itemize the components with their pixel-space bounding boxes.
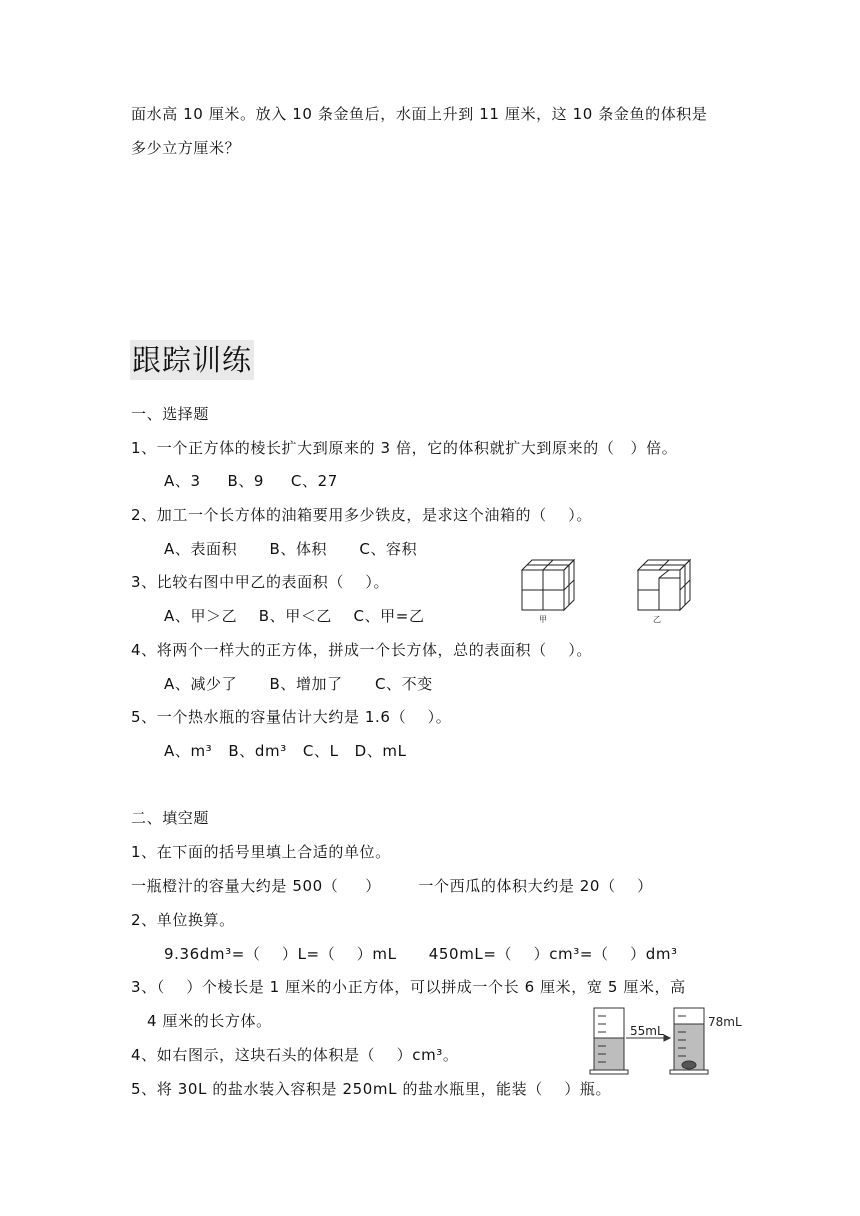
part1-title: 一、选择题 bbox=[131, 405, 210, 423]
cube-yi-label: 乙 bbox=[653, 615, 661, 624]
stone-icon bbox=[682, 1061, 696, 1069]
cylinder-right bbox=[670, 1008, 708, 1074]
intro-line-1: 面水高 10 厘米。放入 10 条金鱼后，水面上升到 11 厘米，这 10 条金鱼的体积是 bbox=[131, 105, 708, 123]
cube-figure bbox=[518, 556, 698, 626]
cylinder-right-label: 78mL bbox=[708, 1015, 742, 1029]
question-4-options: A、减少了 B、增加了 C、不变 bbox=[164, 675, 433, 693]
cylinder-left bbox=[590, 1008, 628, 1074]
fill-question-4: 4、如右图示，这块石头的体积是（ ）cm³。 bbox=[131, 1046, 459, 1064]
fill-question-1-line: 一瓶橙汁的容量大约是 500（ ） 一个西瓜的体积大约是 20（ ） bbox=[131, 877, 653, 895]
question-3: 3、比较右图中甲乙的表面积（ ）。 bbox=[131, 573, 390, 591]
cube-jia-label: 甲 bbox=[539, 615, 547, 624]
question-3-options: A、甲＞乙 B、甲＜乙 C、甲=乙 bbox=[164, 607, 425, 625]
question-5: 5、一个热水瓶的容量估计大约是 1.6（ ）。 bbox=[131, 708, 452, 726]
question-1: 1、一个正方体的棱长扩大到原来的 3 倍，它的体积就扩大到原来的（ ）倍。 bbox=[131, 439, 678, 457]
cube-jia bbox=[522, 560, 574, 610]
cube-yi bbox=[638, 560, 690, 610]
fill-question-2-line: 9.36dm³=（ ）L=（ ）mL 450mL=（ ）cm³=（ ）dm³ bbox=[164, 945, 678, 963]
question-2: 2、加工一个长方体的油箱要用多少铁皮，是求这个油箱的（ ）。 bbox=[131, 506, 592, 524]
question-4: 4、将两个一样大的正方体，拼成一个长方体，总的表面积（ ）。 bbox=[131, 641, 592, 659]
intro-line-2: 多少立方厘米？ bbox=[131, 139, 241, 157]
question-2-options: A、表面积 B、体积 C、容积 bbox=[164, 540, 418, 558]
section-title: 跟踪训练 bbox=[130, 340, 254, 380]
fill-question-5: 5、将 30L 的盐水装入容积是 250mL 的盐水瓶里，能装（ ）瓶。 bbox=[131, 1080, 612, 1098]
cylinder-left-label: 55mL bbox=[630, 1024, 664, 1038]
fill-question-2: 2、单位换算。 bbox=[131, 911, 235, 929]
fill-question-1: 1、在下面的括号里填上合适的单位。 bbox=[131, 843, 391, 861]
fill-question-3-b: 4 厘米的长方体。 bbox=[147, 1012, 272, 1030]
fill-question-3-a: 3、（ ）个棱长是 1 厘米的小正方体，可以拼成一个长 6 厘米，宽 5 厘米，高 bbox=[131, 978, 686, 996]
cylinder-figure bbox=[588, 1004, 758, 1078]
part2-title: 二、填空题 bbox=[131, 809, 210, 827]
question-1-options: A、3 B、9 C、27 bbox=[164, 472, 338, 490]
question-5-options: A、m³ B、dm³ C、L D、mL bbox=[164, 742, 407, 760]
